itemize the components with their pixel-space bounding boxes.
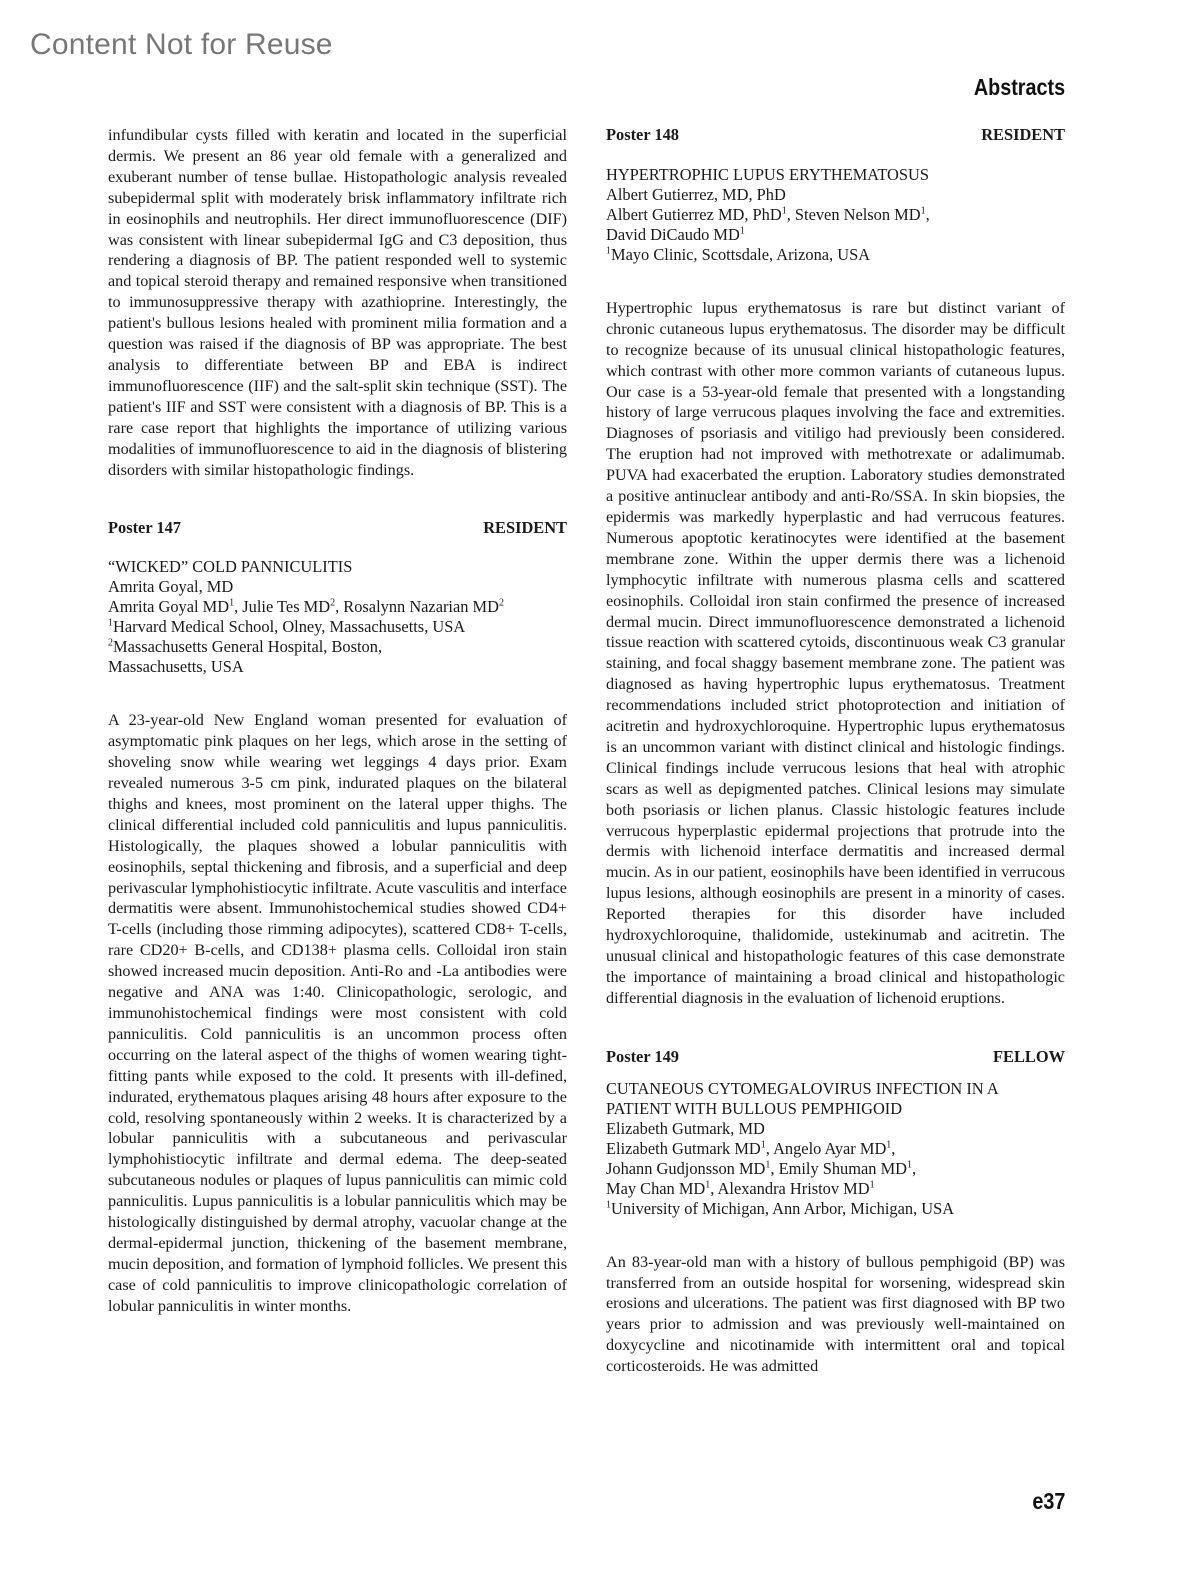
poster-header: [108, 518, 567, 539]
author-name: May Chan MD: [606, 1178, 706, 1198]
affiliation-marker: 1: [906, 1159, 912, 1171]
author-list: Albert Gutierrez MD, PhD$^1$, Steven Nelson $MD^1$,: [606, 204, 930, 224]
affiliation-marker: 2: [498, 597, 504, 609]
affiliation-continued: Massachusetts, USA: [108, 657, 244, 677]
affiliation-marker: 1: [869, 1179, 875, 1191]
page-number: e37: [1031, 1488, 1065, 1514]
author-name: Julie Tes MD: [242, 597, 331, 617]
affiliation-marker: 1: [739, 225, 745, 237]
affiliation: $^1$Harvard Medical School, Olney, Massachusetts, USA: [108, 617, 466, 637]
left-column: [108, 125, 567, 1317]
author-list: Amrita Goyal $MD^1$, Julie Tes $MD^2$, Rosalynn Nazarian $MD^2$: [108, 597, 504, 617]
abstract-title: HYPERTROPHIC LUPUS ERYTHEMATOSUS: [606, 164, 929, 184]
author-name: Angelo Ayar MD: [773, 1138, 887, 1158]
poster-header: [606, 1047, 1065, 1068]
author-list: May Chan $MD^1$, Alexandra Hristov $MD^1$: [606, 1178, 875, 1198]
abstract-title: “WICKED” COLD PANNICULITIS: [108, 557, 353, 577]
affiliation-marker: 1: [886, 1139, 892, 1151]
presenter: Albert Gutierrez, MD, PhD: [606, 184, 786, 204]
affiliation-marker: 1: [781, 205, 787, 217]
abstract-poster-147: [108, 518, 567, 1316]
abstract-poster-148: [606, 125, 1065, 1009]
presenter: Amrita Goyal, MD: [108, 577, 234, 597]
continued-abstract-text: infundibular cysts filled with keratin and located in the superficial dermis. We present an 86 year old female with a generalized and exuberant number of tense bullae. Histopathologic analysis revealed subepidermal split with moderately brisk inflammatory infiltrate rich in eosinophils and neutrophils. Her direct immunofluorescence (DIF) was consistent with linear subepidermal IgG and C3 deposition, thus rendering a diagnosis of BP. The patient responded well to systemic and topical steroid therapy and remained responsive when transitioned to immunosuppressive therapy with azathioprine. Interestingly, the patient's bullous lesions healed with prominent milia formation and a question was raised if the diagnosis of BP was appropriate. The best analysis to differentiate between BP and EBA is indirect immunofluorescence (IIF) and the salt-split skin technique (SST). The patient's IIF and SST were consistent with a diagnosis of BP. This is a rare case report that highlights the importance of utilizing various modalities of immunofluorescence to aid in the diagnosis of blistering disorders with similar histopathologic findings.: [108, 126, 567, 479]
author-list: Johann Gudjonsson $MD^1$, Emily Shuman $MD^1$,: [606, 1158, 917, 1178]
author-name: Elizabeth Gutmark MD: [606, 1138, 761, 1158]
watermark: Content Not for Reuse: [30, 28, 333, 61]
affiliation-marker: 2: [330, 597, 336, 609]
poster-category: RESIDENT: [483, 518, 567, 538]
abstract-body: Hypertrophic lupus erythematosus is rare but distinct variant of chronic cutaneous lupus erythematosus. The disorder may be difficult to recognize because of its unusual clinical histopathologic features, which contrast with other more common variants of cutaneous lupus. Our case is a 53-year-old female that presented with a longstanding history of large verrucous plaques involving the face and extremities. Diagnoses of psoriasis and vitiligo had previously been considered. The eruption had not improved with methotrexate or adalimumab. PUVA had exacerbated the eruption. Laboratory studies demonstrated a positive antinuclear antibody and anti-Ro/SSA. In skin biopsies, the epidermis was markedly hyperplastic and had verrucous features. Numerous apoptotic keratinocytes were identified at the basement membrane zone. Within the upper dermis there was a lichenoid lymphocytic infiltrate with numerous plasma cells and scattered eosinophils. Colloidal iron stain confirmed the presence of increased dermal mucin. Direct immunofluorescence demonstrated a lichenoid tissue reaction with scattered cytoids, discontinuous weak C3 granular staining, and focal shaggy basement membrane zone. The patient was diagnosed as having hypertrophic lupus erythematosus. Treatment recommendations included strict photoprotection and initiation of acitretin and hydroxychloroquine. Hypertrophic lupus erythematosus is an uncommon variant with distinct clinical and histologic findings. Clinical findings include verrucous lesions that heal with atrophic scars as well as depigmented patches. Clinical lesions may simulate both psoriasis or lichen planus. Classic histologic features include verrucous hyperplastic epidermal projections that protrude into the dermis with lichenoid interface dermatitis and increased dermal mucin. As in our patient, eosinophils have been identified in verrucous lupus lesions, although eosinophils are present in a minority of cases. Reported therapies for this disorder have included hydroxychloroquine, thalidomide, ustekinumab and acitretin. The unusual clinical and histopathologic features of this case demonstrate the importance of maintaining a broad clinical and histopathologic differential diagnosis in the evaluation of lichenoid eruptions.: [606, 298, 1065, 1007]
abstract-title-continued: PATIENT WITH BULLOUS PEMPHIGOID: [606, 1098, 903, 1118]
affiliation-marker: 1: [229, 597, 235, 609]
abstract-body: A 23-year-old New England woman presented for evaluation of asymptomatic pink plaques on her legs, which arose in the setting of shoveling snow while wearing wet leggings 4 days prior. Exam revealed numerous 3-5 cm pink, indurated plaques on the bilateral thighs and knees, most prominent on the lateral upper thighs. The clinical differential included cold panniculitis and lupus panniculitis. Histologically, the plaques showed a lobular panniculitis with eosinophils, septal thickening and fibrosis, and a superficial and deep perivascular lymphohistiocytic infiltrate. Acute vasculitis and interface dermatitis were absent. Immunohistochemical studies showed CD4+ T-cells (including those rimming adipocytes), scattered CD8+ T-cells, rare CD20+ B-cells, and CD138+ plasma cells. Colloidal iron stain showed increased mucin deposition. Anti-Ro and -La antibodies were negative and ANA was 1:40. Clinicopathologic, serologic, and immunohistochemical findings were most consistent with cold panniculitis. Cold panniculitis is an uncommon process often occurring on the lateral aspect of the thighs of women wearing tight-fitting pants while exposed to the cold. It presents with ill-defined, indurated, erythematous plaques arising 48 hours after exposure to the cold, resolving spontaneously within 2 weeks. It is characterized by a lobular panniculitis with a subcutaneous and perivascular lymphohistiocytic infiltrate and dermal edema. The deep-seated subcutaneous nodules or plaques of lupus panniculitis can mimic cold panniculitis. Lupus panniculitis is a lobular panniculitis which may be histologically distinguished by dermal atrophy, vacuolar change at the dermal-epidermal junction, thickening of the basement membrane, mucin deposition, and formation of lymphoid follicles. We present this case of cold panniculitis to improve clinicopathologic correlation of lobular panniculitis in winter months.: [108, 711, 567, 1315]
author-name: Steven Nelson MD: [794, 204, 921, 224]
author-list: [606, 225, 1065, 245]
author-name: Johann Gudjonsson MD: [606, 1158, 766, 1178]
author-name: Albert Gutierrez MD, PhD: [606, 204, 782, 224]
author-name: Alexandra Hristov MD: [717, 1178, 870, 1198]
section-header: Abstracts: [973, 74, 1065, 100]
author-name: David DiCaudo MD: [606, 224, 740, 244]
affiliation-marker: 1: [765, 1159, 771, 1171]
affiliation: $^1$University of Michigan, Ann Arbor, Michigan, USA: [606, 1198, 955, 1218]
poster-category: RESIDENT: [981, 125, 1065, 144]
affiliation-marker: 1: [760, 1139, 766, 1151]
affiliation-marker: 1: [705, 1179, 711, 1191]
poster-number: Poster 147: [108, 518, 181, 538]
affiliation: $^1$Mayo Clinic, Scottsdale, Arizona, USA: [606, 244, 871, 264]
poster-number: Poster 149: [606, 1046, 679, 1066]
abstract-poster-149: [606, 1047, 1065, 1377]
right-column: [606, 125, 1065, 1377]
poster-header: [606, 125, 1065, 146]
author-name: Emily Shuman MD: [778, 1158, 907, 1178]
presenter: Elizabeth Gutmark, MD: [606, 1118, 765, 1138]
affiliation: $^2$Massachusetts General Hospital, Boston,: [108, 637, 383, 657]
poster-category: FELLOW: [993, 1046, 1065, 1066]
author-list: Elizabeth Gutmark $MD^1$, Angelo Ayar $MD^1$,: [606, 1138, 896, 1158]
author-name: Rosalynn Nazarian MD: [343, 597, 499, 617]
author-name: Amrita Goyal MD: [108, 597, 230, 617]
abstract-body: An 83-year-old man with a history of bullous pemphigoid (BP) was transferred from an outside hospital for worsening, widespread skin erosions and ulcerations. The patient was first diagnosed with BP two years prior to admission and was previously well-maintained on doxycycline and nicotinamide with intermittent oral and topical corticosteroids. He was admitted: [606, 1252, 1065, 1376]
affiliation-marker: 1: [920, 205, 926, 217]
poster-number: Poster 148: [606, 125, 679, 144]
abstract-title: CUTANEOUS CYTOMEGALOVIRUS INFECTION IN A: [606, 1078, 999, 1098]
